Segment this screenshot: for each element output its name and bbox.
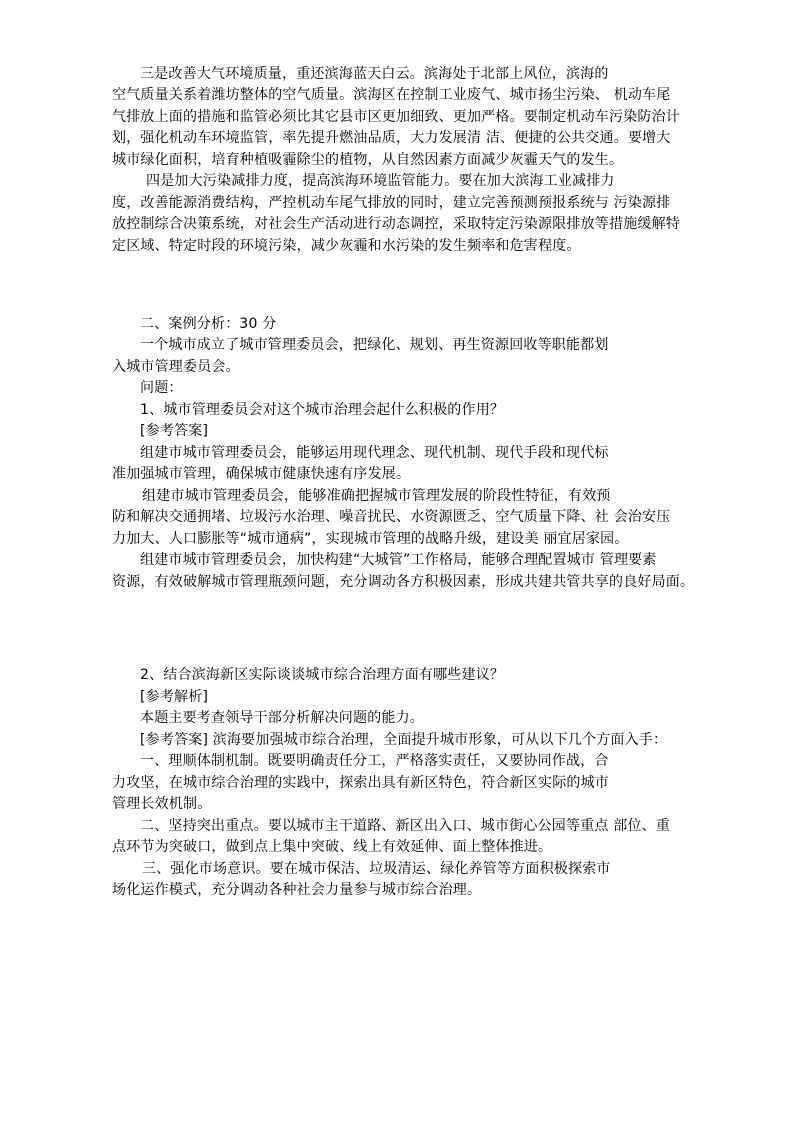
paragraph-line: 空气质量关系着潍坊整体的空气质量。滨海区在控制工业废气、城市扬尘污染、 机动车尾 <box>112 87 671 103</box>
paragraph-line: 三、强化市场意识。要在城市保洁、垃圾清运、绿化养管等方面积极探索市 <box>142 861 611 877</box>
paragraph-line: 一个城市成立了城市管理委员会，把绿化、规划、再生资源回收等职能都划 <box>140 337 609 353</box>
paragraph-line: 准加强城市管理，确保城市健康快速有序发展。 <box>112 466 411 482</box>
paragraph-line: 防和解决交通拥堵、垃圾污水治理、噪音扰民、水资源匮乏、空气质量下降、社 会治安压 <box>112 509 671 525</box>
section-heading: 二、案例分析：30 分 <box>140 316 277 332</box>
paragraph-line: 力攻坚，在城市综合治理的实践中，探索出具有新区特色，符合新区实际的城市 <box>112 775 609 791</box>
paragraph-line: 划，强化机动车环境监管，率先提升燃油品质，大力发展清 洁、便捷的公共交通。要增大 <box>112 130 671 146</box>
paragraph-line: 场化运作模式，充分调动各种社会力量参与城市综合治理。 <box>112 882 482 898</box>
paragraph-line: 城市绿化面积，培育种植吸霾除尘的植物，从自然因素方面减少灰霾天气的发生。 <box>112 152 624 168</box>
paragraph-line: 度，改善能源消费结构，严控机动车尾气排放的同时，建立完善预测预报系统与 污染源排 <box>112 195 671 211</box>
question-1: 1、城市管理委员会对这个城市治理会起什么积极的作用？ <box>140 402 505 418</box>
question-2: 2、结合滨海新区实际谈谈城市综合治理方面有哪些建议？ <box>140 667 505 683</box>
paragraph-line: 资源，有效破解城市管理瓶颈问题，充分调动各方积极因素，形成共建共管共享的良好局面。 <box>112 574 695 590</box>
paragraph-line: 一、理顺体制机制。既要明确责任分工，严格落实责任，又要协同作战，合 <box>140 753 609 769</box>
paragraph-line: 二、坚持突出重点。要以城市主干道路、新区出入口、城市街心公园等重点 部位、重 <box>140 818 671 834</box>
paragraph-line: 四是加大污染减排力度，提高滨海环境监管能力。要在加大滨海工业减排力 <box>146 173 615 189</box>
paragraph-line: 力加大、人口膨胀等“城市通病”，实现城市管理的战略升级，建设美 丽宜居家园。 <box>112 531 629 547</box>
analysis-label: [参考解析] <box>140 689 209 705</box>
paragraph-line: 三是改善大气环境质量，重还滨海蓝天白云。滨海处于北部上风位，滨海的 <box>140 66 609 82</box>
paragraph-line: 管理长效机制。 <box>112 796 212 812</box>
paragraph-line: 入城市管理委员会。 <box>112 359 240 375</box>
paragraph-line: 点环节为突破口，做到点上集中突破、线上有效延伸、面上整体推进。 <box>112 839 553 855</box>
paragraph-line: 组建市城市管理委员会，加快构建“大城管”工作格局，能够合理配置城市 管理要素 <box>140 552 657 568</box>
question-label: 问题： <box>140 380 183 396</box>
paragraph-line: 气排放上面的措施和监管必须比其它县市区更加细致、更加严格。要制定机动车污染防治计 <box>112 109 680 125</box>
paragraph-line: [参考答案] 滨海要加强城市综合治理，全面提升城市形象，可从以下几个方面入手： <box>140 732 668 748</box>
answer-label: [参考答案] <box>140 423 209 439</box>
paragraph-line: 本题主要考查领导干部分析解决问题的能力。 <box>140 710 424 726</box>
paragraph-line: 定区域、特定时段的环境污染，减少灰霾和水污染的发生频率和危害程度。 <box>112 238 581 254</box>
paragraph-line: 组建市城市管理委员会，能够准确把握城市管理发展的阶段性特征，有效预 <box>142 488 611 504</box>
paragraph-line: 组建市城市管理委员会，能够运用现代理念、现代机制、现代手段和现代标 <box>140 445 609 461</box>
paragraph-line: 放控制综合决策系统，对社会生产活动进行动态调控，采取特定污染源限排放等措施缓解特 <box>112 216 680 232</box>
